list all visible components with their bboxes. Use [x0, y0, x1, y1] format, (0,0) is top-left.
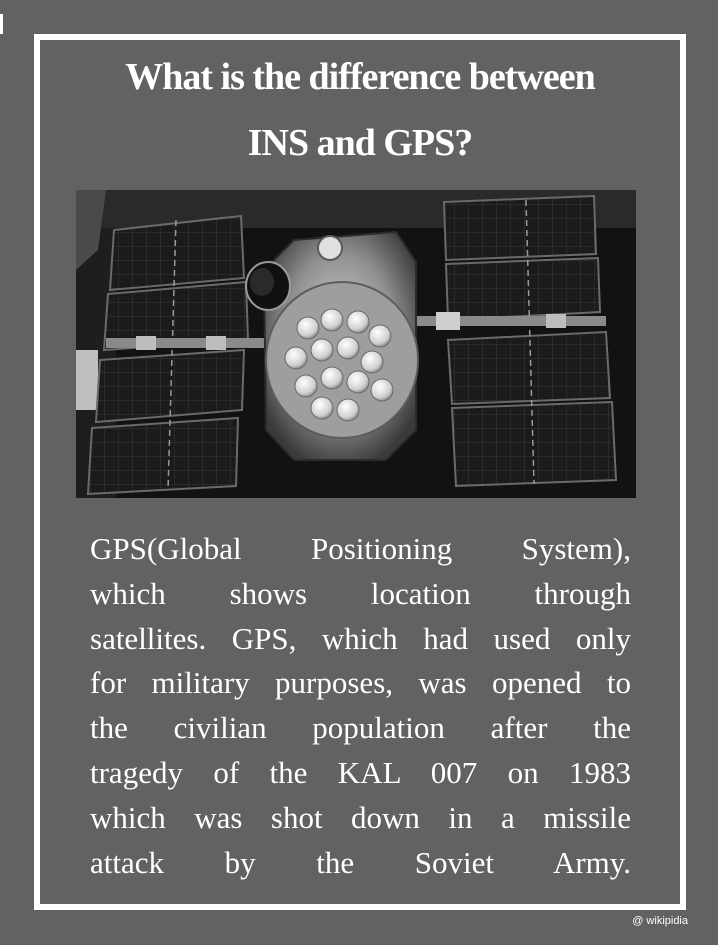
- title-line-2: INS and GPS?: [247, 122, 473, 164]
- satellite-body: [246, 232, 418, 460]
- body-line: tragedy of the KAL 007 on 1983: [90, 754, 631, 790]
- title-line-1: What is the difference between: [125, 56, 595, 98]
- body-line: GPS(Global Positioning System),: [90, 531, 631, 566]
- body-line: which was shot down in a missile: [90, 799, 631, 835]
- body-line: for military purposes, was opened to: [90, 665, 631, 701]
- body-line: which shows location through: [90, 575, 631, 611]
- page-title: [40, 44, 680, 176]
- body-line: satellites. GPS, which had used only: [90, 620, 631, 656]
- satellite-illustration: [76, 190, 636, 498]
- source-credit: @ wikipidia: [632, 915, 688, 927]
- body-line: attack by the Soviet Army.: [90, 844, 631, 880]
- right-solar-array: [444, 196, 616, 486]
- satellite-photo: [76, 190, 636, 498]
- corner-mark: [0, 14, 3, 34]
- body-paragraph: [90, 527, 631, 885]
- body-line: the civilian population after the: [90, 710, 631, 746]
